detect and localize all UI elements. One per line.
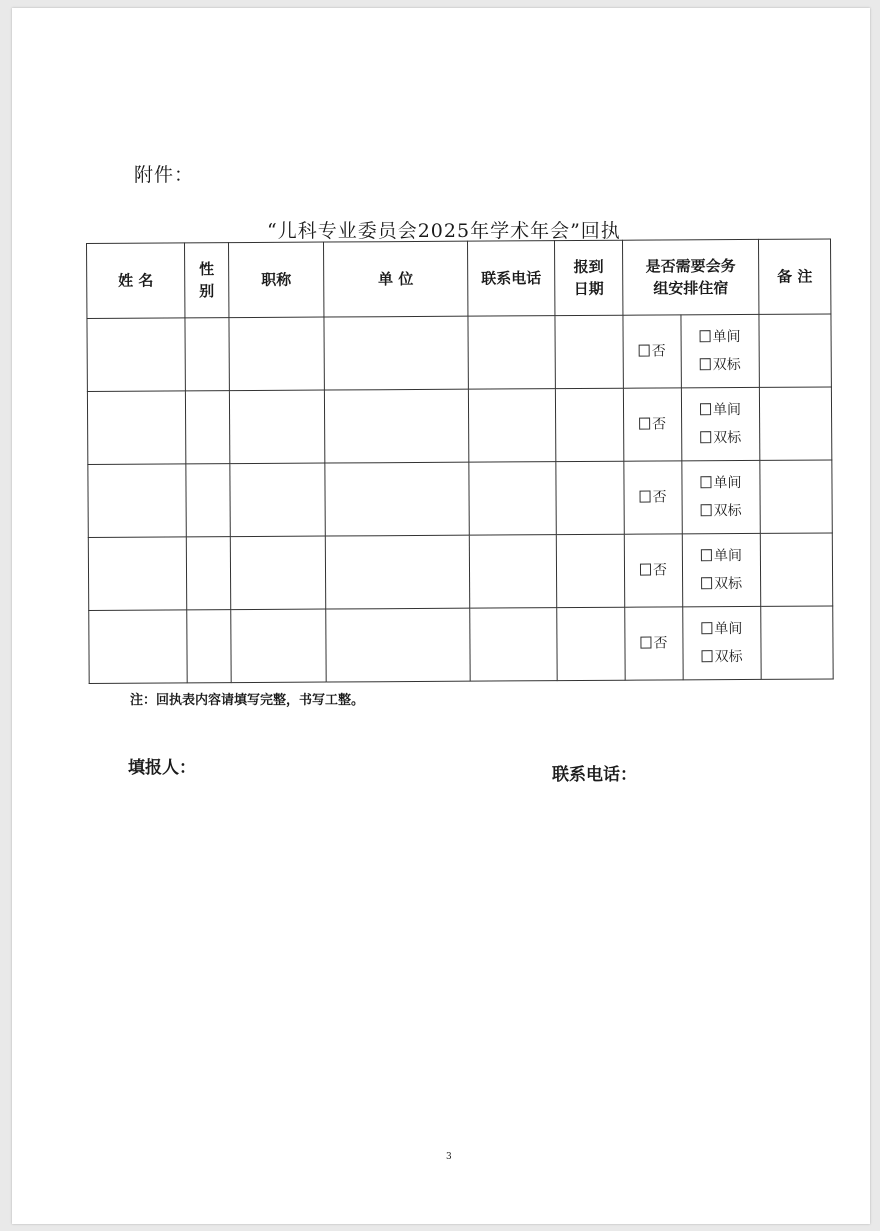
- lodging-no-option[interactable]: 否: [624, 410, 681, 438]
- room-double-option[interactable]: 双标: [683, 497, 760, 525]
- room-single-option[interactable]: 单间: [682, 323, 759, 351]
- cell-remarks[interactable]: [759, 387, 831, 460]
- lodging-room-cell: [681, 314, 759, 387]
- header-remarks: 备 注: [759, 239, 831, 314]
- cell-phone[interactable]: [468, 389, 555, 463]
- lodging-no-option[interactable]: 否: [624, 483, 681, 511]
- checkbox-icon[interactable]: [700, 330, 711, 342]
- document-page: [12, 8, 870, 1224]
- table-row: [87, 314, 831, 392]
- room-double-option[interactable]: 双标: [683, 643, 760, 671]
- cell-arrival[interactable]: [555, 315, 623, 388]
- cell-unit[interactable]: [324, 389, 468, 463]
- table-row: [89, 606, 833, 684]
- cell-gender[interactable]: [186, 464, 230, 537]
- cell-arrival[interactable]: [556, 461, 624, 534]
- cell-gender[interactable]: [187, 610, 231, 683]
- page-number: 3: [446, 1152, 452, 1162]
- lodging-no-cell: [623, 315, 681, 388]
- checkbox-icon[interactable]: [640, 637, 651, 649]
- cell-gender[interactable]: [185, 391, 229, 464]
- cell-phone[interactable]: [469, 535, 556, 609]
- lodging-room-cell: [683, 606, 761, 679]
- checkbox-icon[interactable]: [700, 403, 711, 415]
- room-single-option[interactable]: 单间: [683, 542, 760, 570]
- cell-arrival[interactable]: [555, 388, 623, 461]
- cell-remarks[interactable]: [760, 460, 832, 533]
- cell-job-title[interactable]: [229, 317, 324, 391]
- cell-name[interactable]: [87, 391, 185, 465]
- room-double-option[interactable]: 双标: [683, 570, 760, 598]
- lodging-room-cell: [682, 533, 760, 606]
- checkbox-icon[interactable]: [700, 476, 711, 488]
- cell-gender[interactable]: [186, 537, 230, 610]
- footnote: 注：回执表内容请填写完整，书写工整。: [130, 693, 365, 708]
- cell-phone[interactable]: [470, 608, 557, 682]
- receipt-table: [86, 238, 834, 684]
- cell-name[interactable]: [87, 318, 185, 392]
- header-arrival-date: 报到 日期: [554, 240, 622, 315]
- attachment-label: 附件：: [134, 164, 195, 186]
- table-row: [88, 460, 832, 538]
- filled-by-label: 填报人：: [128, 758, 196, 778]
- room-double-option[interactable]: 双标: [682, 351, 759, 379]
- header-phone: 联系电话: [467, 241, 554, 317]
- cell-phone[interactable]: [469, 462, 556, 536]
- cell-arrival[interactable]: [557, 607, 625, 680]
- checkbox-icon[interactable]: [701, 577, 712, 589]
- lodging-room-cell: [681, 387, 759, 460]
- lodging-no-cell: [625, 607, 683, 680]
- cell-unit[interactable]: [324, 316, 468, 390]
- cell-job-title[interactable]: [231, 609, 326, 683]
- table-row: [88, 533, 832, 611]
- room-double-option[interactable]: 双标: [682, 424, 759, 452]
- lodging-no-option[interactable]: 否: [624, 337, 681, 365]
- cell-arrival[interactable]: [556, 534, 624, 607]
- lodging-no-cell: [624, 534, 682, 607]
- cell-remarks[interactable]: [760, 533, 832, 606]
- checkbox-icon[interactable]: [700, 431, 711, 443]
- checkbox-icon[interactable]: [701, 622, 712, 634]
- cell-job-title[interactable]: [229, 390, 324, 464]
- checkbox-icon[interactable]: [701, 549, 712, 561]
- checkbox-icon[interactable]: [701, 504, 712, 516]
- header-job-title: 职称: [229, 242, 324, 318]
- cell-unit[interactable]: [326, 608, 470, 682]
- lodging-room-cell: [682, 460, 760, 533]
- checkbox-icon[interactable]: [639, 418, 650, 430]
- cell-job-title[interactable]: [230, 536, 325, 610]
- room-single-option[interactable]: 单间: [683, 615, 760, 643]
- cell-remarks[interactable]: [759, 314, 831, 387]
- cell-job-title[interactable]: [230, 463, 325, 537]
- page-title: “儿科专业委员会2025年学术年会”回执: [267, 220, 621, 242]
- cell-name[interactable]: [88, 464, 186, 538]
- header-unit: 单 位: [323, 241, 467, 317]
- cell-gender[interactable]: [185, 318, 229, 391]
- cell-unit[interactable]: [325, 462, 469, 536]
- cell-name[interactable]: [89, 610, 187, 684]
- header-gender: 性 别: [185, 243, 229, 318]
- table-row: [87, 387, 831, 465]
- lodging-no-cell: [623, 388, 681, 461]
- lodging-no-cell: [624, 461, 682, 534]
- room-single-option[interactable]: 单间: [682, 396, 759, 424]
- cell-remarks[interactable]: [761, 606, 833, 679]
- checkbox-icon[interactable]: [700, 358, 711, 370]
- cell-phone[interactable]: [468, 316, 555, 390]
- table-header-row: [87, 239, 831, 319]
- checkbox-icon[interactable]: [640, 564, 651, 576]
- cell-unit[interactable]: [325, 535, 469, 609]
- header-name: 姓 名: [87, 243, 185, 319]
- room-single-option[interactable]: 单间: [682, 469, 759, 497]
- header-lodging: 是否需要会务 组安排住宿: [622, 239, 758, 315]
- checkbox-icon[interactable]: [639, 345, 650, 357]
- lodging-no-option[interactable]: 否: [625, 629, 682, 657]
- cell-name[interactable]: [88, 537, 186, 611]
- lodging-no-option[interactable]: 否: [625, 556, 682, 584]
- checkbox-icon[interactable]: [701, 650, 712, 662]
- checkbox-icon[interactable]: [640, 491, 651, 503]
- contact-phone-label: 联系电话：: [552, 765, 637, 785]
